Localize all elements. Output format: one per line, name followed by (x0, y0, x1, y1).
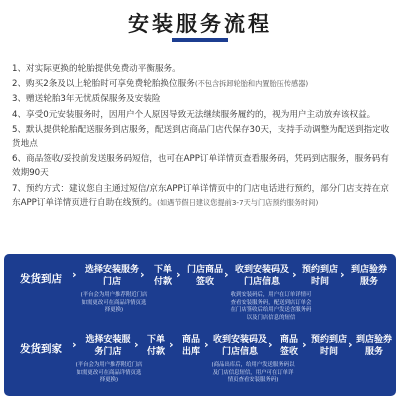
flow-step: 预约到店时间 (310, 335, 347, 357)
flow-note: (商品出库后，给用户发送服务码以及门店信息短信，用户可在订单详情页查看安装服务码) (211, 362, 295, 383)
arrow-right-icon: › (134, 338, 139, 351)
note-item (12, 108, 390, 122)
note-subtext: (不包含拆卸轮胎和内置胎压传感器) (194, 79, 309, 89)
arrow-right-icon: › (72, 268, 77, 281)
note-item (12, 62, 390, 76)
flow-note: 收到安装码后，用户在订单详情可查看安装服务码，配送到店订单会在门店签收后给用户发送含服务码以及门店信息的短信 (230, 292, 312, 321)
arrow-right-icon: › (302, 338, 307, 351)
service-notes-list (12, 62, 390, 211)
note-subtext: (如遇节假日建议您提前3-7天与门店预约服务时间) (157, 197, 319, 207)
service-flow-panel (4, 254, 396, 396)
note-text: 5、默认提供轮胎配送服务到店服务，配送到店商品门店代保存30天，支持手动调整为配送到指定收货地点 (12, 124, 390, 150)
note-text: 3、赠送轮胎3年无忧质保服务及安装险 (12, 94, 161, 105)
flow-step: 下单付款 (146, 335, 165, 357)
arrow-right-icon: › (340, 268, 345, 281)
flow-step: 门店商品签收 (186, 265, 223, 287)
note-text: 6、商品签收/妥投前发送服务码短信，也可在APP订单详情页查看服务码，凭码到店服务，服务码有效期90天 (12, 154, 389, 179)
note-item (12, 182, 390, 210)
arrow-right-icon: › (176, 268, 181, 281)
flow-row-ship-to-store (4, 260, 396, 320)
flow-step: 到店验券服务 (356, 335, 393, 357)
arrow-right-icon: › (72, 338, 77, 351)
arrow-right-icon: › (348, 338, 353, 351)
note-item (12, 92, 390, 106)
flow-step: 下单付款 (153, 265, 172, 287)
page-title: 安装服务流程 (128, 12, 272, 36)
flow-note: (平台会为用户推荐附近门店如需更改可在商品详情页选择更换) (75, 362, 143, 383)
note-text: 7、预约方式：建议您自主通过短信/京东APP订单详情页中的门店电话进行预约，部分门店支持在京东APP订单详情页进行自助在线预约。 (12, 183, 389, 208)
note-text: 4、享受0元安装服务时，因用户个人原因导致无法继续服务履约的，视为用户主动放弃该权益。 (12, 109, 376, 120)
arrow-right-icon: › (268, 338, 273, 351)
arrow-right-icon: › (292, 268, 297, 281)
note-item (12, 123, 390, 151)
arrow-right-icon: › (140, 268, 145, 281)
flow-start-ship-to-store: 发货到店 (20, 273, 62, 285)
arrow-right-icon: › (224, 268, 229, 281)
flow-step: 商品签收 (279, 335, 298, 357)
note-text: 1、对实际更换的轮胎提供免费动平衡服务。 (12, 64, 181, 74)
flow-step: 预约到店时间 (301, 265, 338, 287)
arrow-right-icon: › (204, 338, 209, 351)
flow-step: 商品出库 (181, 335, 200, 357)
note-text: 2、购买2条及以上轮胎时可享免费轮胎换位服务 (12, 79, 195, 90)
note-item (12, 152, 390, 180)
flow-step: 选择安装服务门店 (85, 335, 131, 357)
flow-note: (平台会为用户推荐附近门店如需更改可在商品详情页选择更换) (80, 292, 148, 313)
flow-start-ship-to-home: 发货到家 (20, 343, 62, 355)
title-underline (172, 38, 228, 42)
flow-step: 收到安装码及门店信息 (212, 335, 267, 357)
flow-step: 选择安装服务门店 (84, 265, 139, 287)
arrow-right-icon: › (169, 338, 174, 351)
note-item (12, 77, 390, 91)
flow-step: 收到安装码及门店信息 (234, 265, 289, 287)
flow-row-ship-to-home (4, 330, 396, 390)
flow-step: 到店验券服务 (350, 265, 387, 287)
